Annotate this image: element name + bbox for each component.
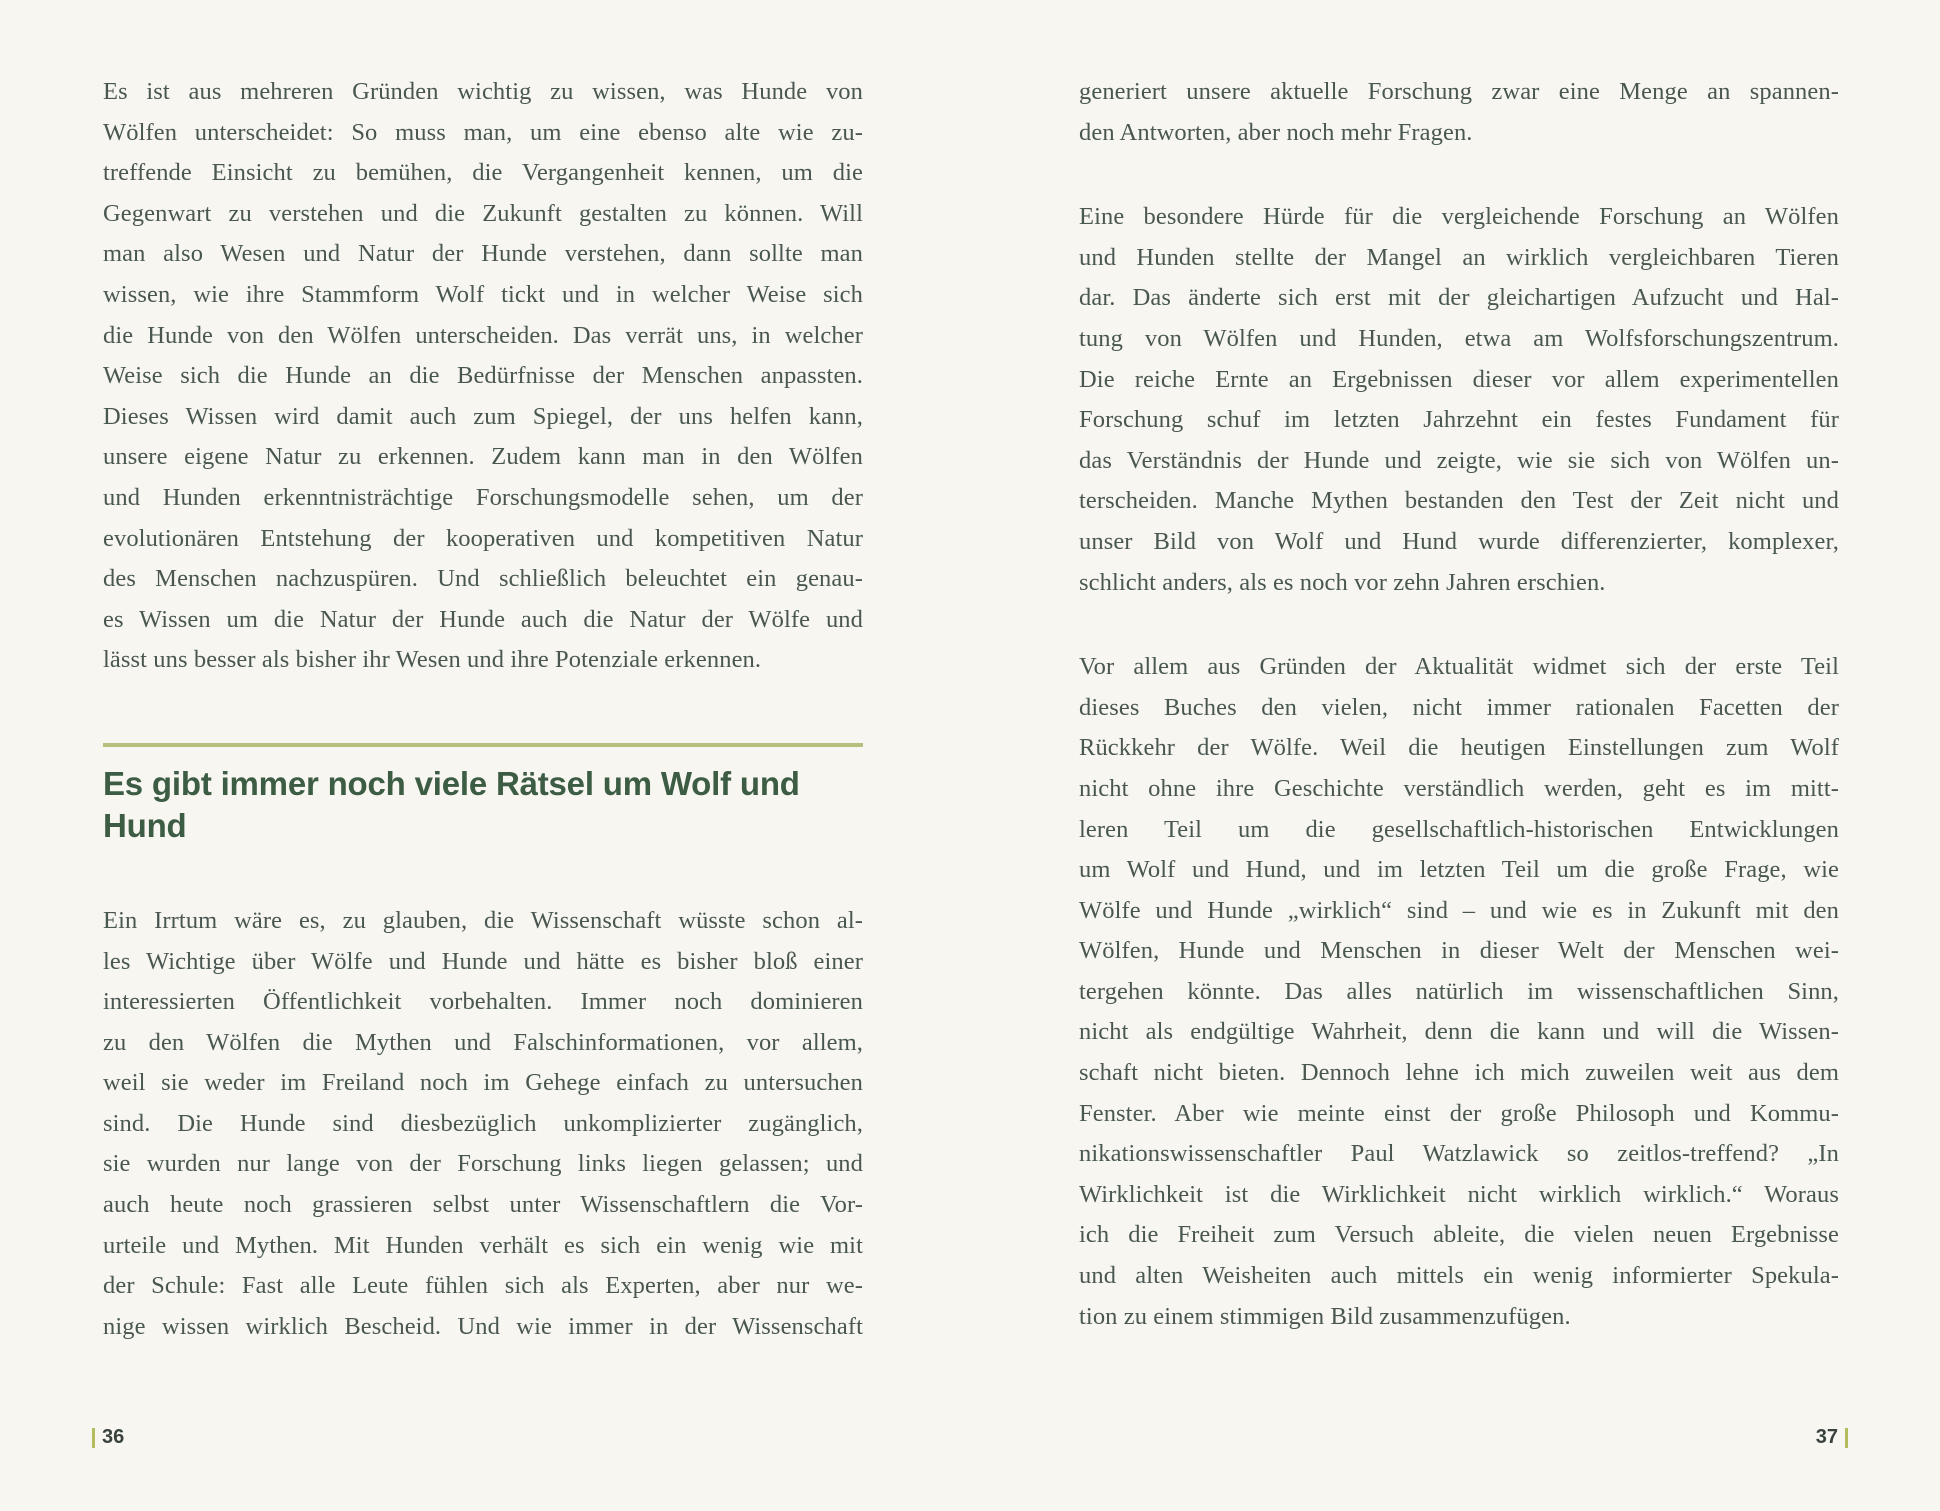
text-line: ich die Freiheit zum Versuch ableite, die vielen neuen Ergebnisse (1079, 1221, 1839, 1249)
section-heading-line-1: Es gibt immer noch viele Rätsel um Wolf und (103, 764, 800, 802)
text-line: das Verständnis der Hunde und zeigte, wie sie sich von Wölfen un- (1079, 446, 1839, 474)
text-line: weil sie weder im Freiland noch im Gehege einfach zu untersuchen (103, 1069, 863, 1097)
text-line: man also Wesen und Natur der Hunde verstehen, dann sollte man (103, 240, 863, 268)
text-line: tung von Wölfen und Hunden, etwa am Wolfsforschungszentrum. (1079, 324, 1839, 352)
text-line: Wölfen unterscheidet: So muss man, um eine ebenso alte wie zu- (103, 118, 863, 146)
text-line: zu den Wölfen die Mythen und Falschinformationen, vor allem, (103, 1028, 863, 1056)
text-line: und Hunden erkenntnisträchtige Forschungsmodelle sehen, um der (103, 483, 863, 511)
text-line: Wirklichkeit ist die Wirklichkeit nicht wirklich wirklich.“ Woraus (1079, 1180, 1839, 1208)
text-line: Vor allem aus Gründen der Aktualität widmet sich der erste Teil (1079, 653, 1839, 681)
text-line: des Menschen nachzuspüren. Und schließlich beleuchtet ein genau- (103, 565, 863, 593)
left-page-text-column (103, 72, 863, 1347)
page-number-left-value: 36 (102, 1426, 125, 1448)
text-line: Weise sich die Hunde an die Bedürfnisse der Menschen anpassten. (103, 362, 863, 390)
text-line: dieses Buches den vielen, nicht immer rationalen Facetten der (1079, 693, 1839, 721)
text-line: es Wissen um die Natur der Hunde auch die Natur der Wölfe und (103, 605, 863, 633)
text-line: Ein Irrtum wäre es, zu glauben, die Wissenschaft wüsste schon al- (103, 906, 863, 934)
text-line: wissen, wie ihre Stammform Wolf tickt und in welcher Weise sich (103, 280, 863, 308)
text-line: sie wurden nur lange von der Forschung links liegen gelassen; und (103, 1150, 863, 1178)
text-line: Fenster. Aber wie meinte einst der große Philosoph und Kommu- (1079, 1099, 1839, 1127)
text-line: leren Teil um die gesellschaftlich-historischen Entwicklungen (1079, 815, 1839, 843)
text-line: und alten Weisheiten auch mittels ein wenig informierter Spekula- (1079, 1262, 1839, 1290)
text-line: urteile und Mythen. Mit Hunden verhält es sich ein wenig wie mit (103, 1231, 863, 1259)
text-line: nige wissen wirklich Bescheid. Und wie immer in der Wissenschaft (103, 1312, 863, 1340)
text-line: tergehen könnte. Das alles natürlich im wissenschaftlichen Sinn, (1079, 977, 1839, 1005)
text-line: Es ist aus mehreren Gründen wichtig zu wissen, was Hunde von (103, 78, 863, 105)
text-line: evolutionären Entstehung der kooperativen und kompetitiven Natur (103, 524, 863, 552)
text-line: Forschung schuf im letzten Jahrzehnt ein festes Fundament für (1079, 406, 1839, 434)
text-line: den Antworten, aber noch mehr Fragen. (1079, 118, 1473, 146)
right-page-text-column (1079, 72, 1839, 1337)
left-paragraph-1 (103, 72, 863, 681)
page-number-left (92, 1426, 124, 1449)
page-number-right (1816, 1426, 1848, 1449)
text-line: unser Bild von Wolf und Hund wurde differenzierter, komplexer, (1079, 527, 1839, 555)
text-line: die Hunde von den Wölfen unterscheiden. Das verrät uns, in welcher (103, 321, 863, 349)
right-paragraph-3 (1079, 647, 1839, 1337)
text-line: der Schule: Fast alle Leute fühlen sich als Experten, aber nur we- (103, 1272, 863, 1300)
text-line: les Wichtige über Wölfe und Hunde und hätte es bisher bloß einer (103, 947, 863, 975)
text-line: Eine besondere Hürde für die vergleichende Forschung an Wölfen (1079, 203, 1839, 231)
text-line: schaft nicht bieten. Dennoch lehne ich mich zuweilen weit aus dem (1079, 1059, 1839, 1087)
text-line: Die reiche Ernte an Ergebnissen dieser vor allem experimentellen (1079, 365, 1839, 393)
text-line: dar. Das änderte sich erst mit der gleichartigen Aufzucht und Hal- (1079, 284, 1839, 312)
section-divider-rule (103, 743, 863, 747)
section-heading-line-2: Hund (103, 806, 187, 844)
text-line: Wölfen, Hunde und Menschen in dieser Welt der Menschen wei- (1079, 937, 1839, 965)
text-line: sind. Die Hunde sind diesbezüglich unkomplizierter zugänglich, (103, 1109, 863, 1137)
text-line: nikationswissenschaftler Paul Watzlawick so zeitlos-treffend? „In (1079, 1140, 1839, 1168)
text-line: Gegenwart zu verstehen und die Zukunft gestalten zu können. Will (103, 199, 863, 227)
text-line: auch heute noch grassieren selbst unter Wissenschaftlern die Vor- (103, 1191, 863, 1219)
text-line: generiert unsere aktuelle Forschung zwar eine Menge an spannen- (1079, 78, 1839, 105)
text-line: tion zu einem stimmigen Bild zusammenzufügen. (1079, 1302, 1571, 1330)
page-number-right-value: 37 (1815, 1426, 1838, 1448)
text-line: interessierten Öffentlichkeit vorbehalten. Immer noch dominieren (103, 988, 863, 1016)
text-line: Wölfe und Hunde „wirklich“ sind – und wie es in Zukunft mit den (1079, 896, 1839, 924)
page-number-left-bar (92, 1428, 95, 1448)
page-number-right-bar (1845, 1428, 1848, 1448)
right-paragraph-1 (1079, 72, 1839, 153)
text-line: lässt uns besser als bisher ihr Wesen und ihre Potenziale erkennen. (103, 646, 762, 674)
text-line: nicht als endgültige Wahrheit, denn die kann und will die Wissen- (1079, 1018, 1839, 1046)
text-line: Rückkehr der Wölfe. Weil die heutigen Einstellungen zum Wolf (1079, 734, 1839, 762)
text-line: unsere eigene Natur zu erkennen. Zudem kann man in den Wölfen (103, 443, 863, 471)
text-line: treffende Einsicht zu bemühen, die Vergangenheit kennen, um die (103, 159, 863, 187)
text-line: nicht ohne ihre Geschichte verständlich werden, geht es im mitt- (1079, 774, 1839, 802)
left-paragraph-2 (103, 901, 863, 1348)
text-line: um Wolf und Hund, und im letzten Teil um die große Frage, wie (1079, 856, 1839, 884)
section-heading (103, 763, 863, 847)
text-line: Dieses Wissen wird damit auch zum Spiegel, der uns helfen kann, (103, 402, 863, 430)
text-line: schlicht anders, als es noch vor zehn Jahren erschien. (1079, 568, 1606, 596)
text-line: und Hunden stellte der Mangel an wirklich vergleichbaren Tieren (1079, 243, 1839, 271)
right-paragraph-2 (1079, 197, 1839, 603)
text-line: terscheiden. Manche Mythen bestanden den Test der Zeit nicht und (1079, 487, 1839, 515)
